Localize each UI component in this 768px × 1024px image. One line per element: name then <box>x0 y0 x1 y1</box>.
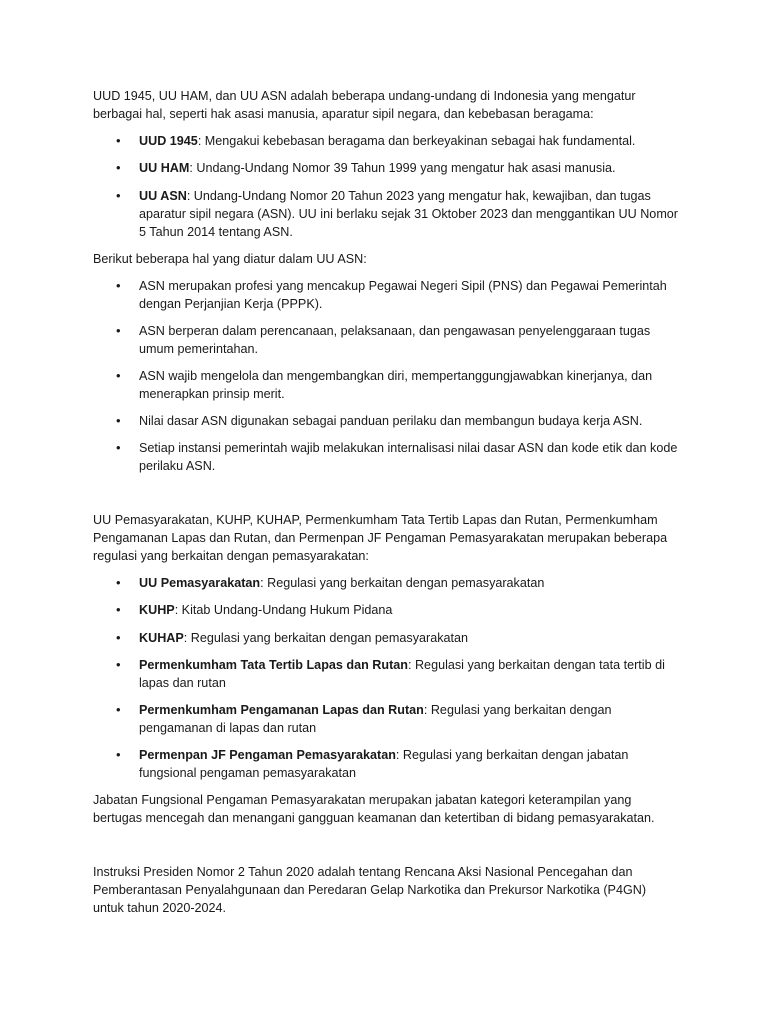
section4-text: Instruksi Presiden Nomor 2 Tahun 2020 adalah tentang Rencana Aksi Nasional Pencegahan dan Pemberantasan Penyalahgunaan dan Peredaran Gelap Narkotika dan Prekursor Narkotika (P4GN) untuk tahun 2020-2024. <box>93 865 647 915</box>
list-item <box>93 187 678 241</box>
list-item-term: UUD 1945 <box>139 134 198 148</box>
list-item: • ASN wajib mengelola dan mengembangkan diri, mempertanggungjawabkan kinerjanya, dan menerapkan prinsip merit. <box>93 367 678 403</box>
list-item <box>93 132 678 150</box>
list-item-term: Permenkumham Pengamanan Lapas dan Rutan <box>139 703 424 717</box>
list-item-term: KUHP <box>139 603 175 617</box>
list-item-desc: : Kitab Undang-Undang Hukum Pidana <box>174 603 393 617</box>
list-item-desc: : Undang-Undang Nomor 20 Tahun 2023 yang mengatur hak, kewajiban, dan tugas aparatur sipil negara (ASN). UU ini berlaku sejak 31 Oktober 2023 dan menggantikan UU Nomor 5 Tahun 2014 tentang ASN. <box>139 189 679 239</box>
list-item-desc: : Regulasi yang berkaitan dengan pemasyarakatan <box>183 631 469 645</box>
list-item-desc: : Regulasi yang berkaitan dengan tata tertib di lapas dan rutan <box>139 658 665 690</box>
list-item <box>93 701 678 737</box>
list-item-term: UU ASN <box>139 189 187 203</box>
section3-closing: Jabatan Fungsional Pengaman Pemasyarakatan merupakan jabatan kategori keterampilan yang bertugas mencegah dan menangani gangguan keamanan dan ketertiban di bidang pemasyarakatan. <box>93 793 655 825</box>
list-item <box>93 574 678 592</box>
list-item-term: UU HAM <box>139 161 190 175</box>
list-item <box>93 656 678 692</box>
section1-intro: UUD 1945, UU HAM, dan UU ASN adalah beberapa undang-undang di Indonesia yang mengatur berbagai hal, seperti hak asasi manusia, aparatur sipil negara, dan kebebasan beragama: <box>93 89 636 121</box>
list-item <box>93 159 678 177</box>
list-item-desc: : Regulasi yang berkaitan dengan jabatan fungsional pengaman pemasyarakatan <box>139 748 629 780</box>
list-item-desc: : Regulasi yang berkaitan dengan pemasyarakatan <box>260 576 545 590</box>
list-item-desc: : Regulasi yang berkaitan dengan pengamanan di lapas dan rutan <box>139 703 612 735</box>
section3-intro: UU Pemasyarakatan, KUHP, KUHAP, Permenkumham Tata Tertib Lapas dan Rutan, Permenkumham Pengamanan Lapas dan Rutan, dan Permenpan JF Pengaman Pemasyarakatan merupakan beberapa regulasi yang berkaitan dengan pemasyarakatan: <box>93 513 668 563</box>
list-item: • ASN merupakan profesi yang mencakup Pegawai Negeri Sipil (PNS) dan Pegawai Pemerintah dengan Perjanjian Kerja (PPPK). <box>93 277 678 313</box>
list-item <box>93 629 678 647</box>
list-item <box>93 746 678 782</box>
list-item: • Nilai dasar ASN digunakan sebagai panduan perilaku dan membangun budaya kerja ASN. <box>93 412 678 430</box>
list-item-term: UU Pemasyarakatan <box>139 576 261 590</box>
section2-intro: Berikut beberapa hal yang diatur dalam UU ASN: <box>93 252 367 266</box>
list-item-term: Permenkumham Tata Tertib Lapas dan Rutan <box>139 658 408 672</box>
list-item-desc: : Mengakui kebebasan beragama dan berkeyakinan sebagai hak fundamental. <box>197 134 636 148</box>
list-item <box>93 601 678 619</box>
list-item-term: KUHAP <box>139 631 184 645</box>
list-item: • Setiap instansi pemerintah wajib melakukan internalisasi nilai dasar ASN dan kode etik dan kode perilaku ASN. <box>93 439 678 475</box>
list-item-term: Permenpan JF Pengaman Pemasyarakatan <box>139 748 396 762</box>
list-item-desc: : Undang-Undang Nomor 39 Tahun 1999 yang mengatur hak asasi manusia. <box>189 161 616 175</box>
list-item: • ASN berperan dalam perencanaan, pelaksanaan, dan pengawasan penyelenggaraan tugas umum pemerintahan. <box>93 322 678 358</box>
